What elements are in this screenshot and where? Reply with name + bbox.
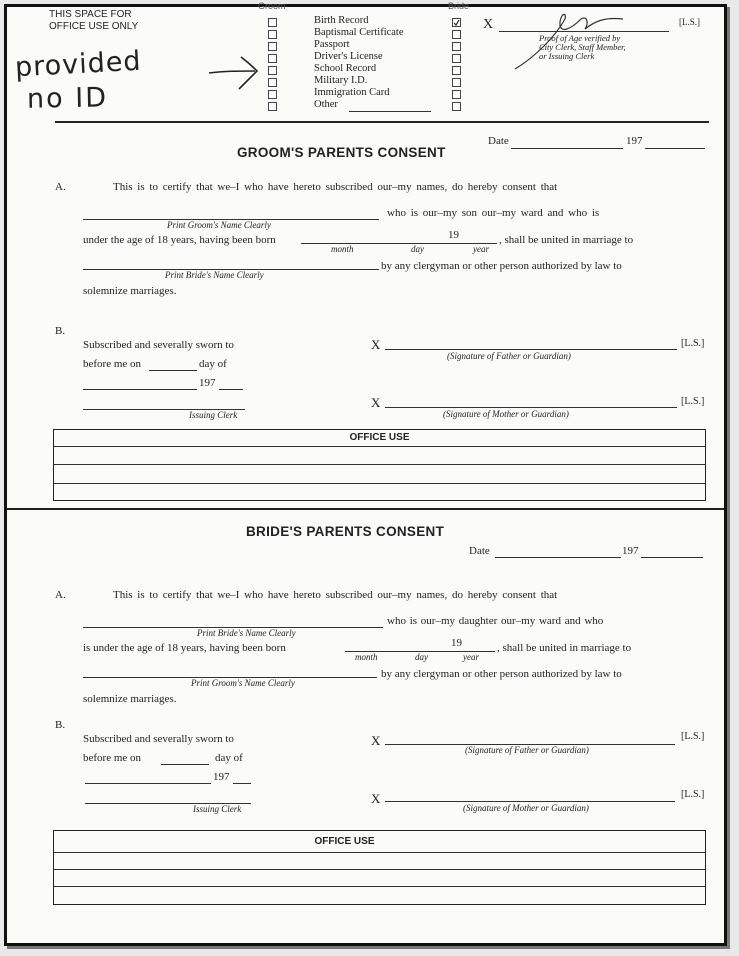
- groom-office-row[interactable]: [54, 464, 705, 465]
- groom-office-use-title: OFFICE USE: [349, 432, 410, 443]
- groom-clergy-text: by any clergyman or other person authorized by law to: [381, 260, 622, 272]
- bride-clergy-text: by any clergyman or other person authorized by law to: [381, 668, 622, 680]
- groom-month-label: month: [331, 244, 354, 254]
- bride-id-checkbox[interactable]: [452, 42, 461, 51]
- groom-column-header: Groom: [258, 1, 286, 11]
- bride-sworn-day-line[interactable]: [161, 764, 209, 765]
- groom-date-label: Date: [488, 135, 509, 147]
- header-divider: [55, 121, 709, 123]
- groom-id-checkbox[interactable]: [268, 66, 277, 75]
- groom-sworn-dayof: day of: [199, 358, 227, 370]
- bride-father-x: X: [371, 733, 381, 748]
- id-type-label: Passport: [314, 39, 350, 50]
- ls-seal-label: [L.S.]: [679, 17, 700, 27]
- bride-column-header: Bride: [448, 1, 470, 11]
- groom-age-text: under the age of 18 years, having been born: [83, 234, 276, 246]
- groom-married-text: , shall be united in marriage to: [499, 234, 634, 246]
- groom-day-label: day: [411, 244, 424, 254]
- bride-office-row[interactable]: [54, 852, 705, 853]
- groom-date-line[interactable]: [511, 148, 623, 149]
- bride-sworn-month-line[interactable]: [85, 783, 211, 784]
- groom-sworn-year: 197: [199, 377, 216, 389]
- bride-year-label: year: [463, 652, 479, 662]
- id-type-label: Birth Record: [314, 15, 369, 26]
- bride-sworn-before: before me on: [83, 752, 142, 764]
- groom-sworn-line1: Subscribed and severally sworn to: [83, 339, 234, 351]
- id-type-label: Military I.D.: [314, 75, 368, 86]
- groom-spouse-name-label: Print Bride's Name Clearly: [165, 270, 264, 280]
- bride-office-row[interactable]: [54, 869, 705, 870]
- bride-sworn-year-line[interactable]: [233, 783, 251, 784]
- groom-office-row[interactable]: [54, 446, 705, 447]
- groom-year-label: year: [473, 244, 489, 254]
- groom-id-checkbox[interactable]: [268, 30, 277, 39]
- groom-mother-signature-label: (Signature of Mother or Guardian): [443, 409, 569, 419]
- bride-certify-text: This is to certify that we–I who have hereto subscribed our–my names, do hereby consent that: [113, 589, 558, 601]
- groom-date-year-line[interactable]: [645, 148, 705, 149]
- groom-mother-x: X: [371, 395, 381, 410]
- groom-clerk-label: Issuing Clerk: [189, 410, 238, 420]
- groom-consent-title: GROOM'S PARENTS CONSENT: [237, 145, 446, 160]
- id-type-label: Baptismal Certificate: [314, 27, 404, 38]
- bride-married-text: , shall be united in marriage to: [497, 642, 632, 654]
- groom-id-checkbox[interactable]: [268, 54, 277, 63]
- groom-sworn-before: before me on: [83, 358, 142, 370]
- bride-sworn-year: 197: [213, 771, 230, 783]
- proof-of-age-note: Proof of Age verified by City Clerk, Staff Member, or Issuing Clerk: [539, 33, 626, 61]
- bride-day-label: day: [415, 652, 428, 662]
- bride-sworn-line1: Subscribed and severally sworn to: [83, 733, 234, 745]
- groom-father-signature-label: (Signature of Father or Guardian): [447, 351, 571, 361]
- bride-mother-ls: [L.S.]: [681, 789, 705, 800]
- bride-id-checkbox[interactable]: [452, 66, 461, 75]
- section-divider: [7, 508, 724, 510]
- bride-solemnize-text: solemnize marriages.: [83, 693, 177, 705]
- bride-father-ls: [L.S.]: [681, 731, 705, 742]
- id-type-label: Immigration Card: [314, 87, 390, 98]
- bride-id-checkbox[interactable]: [452, 30, 461, 39]
- groom-office-row[interactable]: [54, 483, 705, 484]
- groom-father-signature-line[interactable]: [385, 349, 677, 350]
- groom-sworn-year-line[interactable]: [219, 389, 243, 390]
- id-type-label: Driver's License: [314, 51, 383, 62]
- bride-sworn-dayof: day of: [215, 752, 243, 764]
- handwritten-note-line2: no ID: [26, 82, 109, 115]
- bride-consent-title: BRIDE'S PARENTS CONSENT: [246, 524, 445, 539]
- groom-id-checkbox[interactable]: [268, 78, 277, 87]
- bride-id-checkbox[interactable]: [452, 78, 461, 87]
- bride-id-checkbox[interactable]: [452, 102, 461, 111]
- groom-section-b: B.: [55, 325, 66, 337]
- groom-id-checkbox[interactable]: [268, 18, 277, 27]
- groom-father-x: X: [371, 337, 381, 352]
- consent-form-page: [4, 1, 727, 946]
- bride-id-checkbox[interactable]: [452, 54, 461, 63]
- bride-mother-signature-label: (Signature of Mother or Guardian): [463, 803, 589, 813]
- bride-month-label: month: [355, 652, 378, 662]
- groom-solemnize-text: solemnize marriages.: [83, 285, 177, 297]
- bride-date-year-line[interactable]: [641, 557, 703, 558]
- bride-office-row[interactable]: [54, 886, 705, 887]
- bride-clerk-label: Issuing Clerk: [193, 804, 242, 814]
- groom-office-use-box: [53, 429, 706, 501]
- groom-certify-text: This is to certify that we–I who have hereto subscribed our–my names, do hereby consent that: [113, 181, 558, 193]
- office-use-note-line1: THIS SPACE FOR: [49, 9, 132, 20]
- verifier-signature-scribble: [505, 7, 635, 77]
- bride-who-is-text: who is our–my daughter our–my ward and who: [387, 615, 604, 627]
- handwritten-note-line1: provided: [14, 45, 143, 84]
- groom-id-checkbox[interactable]: [268, 102, 277, 111]
- groom-date-year: 197: [626, 135, 643, 147]
- bride-date-year: 197: [622, 545, 639, 557]
- bride-spouse-name-label: Print Groom's Name Clearly: [191, 678, 295, 688]
- groom-section-a: A.: [55, 181, 66, 193]
- bride-name-label: Print Bride's Name Clearly: [197, 628, 296, 638]
- bride-date-label: Date: [469, 545, 490, 557]
- groom-who-is-text: who is our–my son our–my ward and who is: [387, 207, 600, 219]
- bride-birth-century: 19: [451, 637, 462, 649]
- bride-date-line[interactable]: [495, 557, 621, 558]
- groom-id-checkbox[interactable]: [268, 90, 277, 99]
- bride-id-checkbox[interactable]: [452, 18, 461, 27]
- office-use-note-line2: OFFICE USE ONLY: [49, 21, 139, 32]
- bride-section-a: A.: [55, 589, 66, 601]
- bride-father-signature-label: (Signature of Father or Guardian): [465, 745, 589, 755]
- bride-office-use-box: [53, 830, 706, 905]
- signature-x-mark: X: [483, 17, 494, 32]
- other-id-line[interactable]: [349, 111, 431, 112]
- groom-mother-signature-line[interactable]: [385, 407, 677, 408]
- groom-birth-century: 19: [448, 229, 459, 241]
- bride-id-checkbox[interactable]: [452, 90, 461, 99]
- id-type-label: Other: [314, 99, 338, 110]
- groom-sworn-day-line[interactable]: [149, 370, 197, 371]
- bride-mother-x: X: [371, 791, 381, 806]
- handwritten-arrow-icon: [205, 51, 265, 91]
- groom-father-ls: [L.S.]: [681, 338, 705, 349]
- bride-office-use-title: OFFICE USE: [314, 836, 375, 847]
- groom-name-label: Print Groom's Name Clearly: [167, 220, 271, 230]
- groom-id-checkbox[interactable]: [268, 42, 277, 51]
- bride-age-text: is under the age of 18 years, having been born: [83, 642, 286, 654]
- bride-section-b: B.: [55, 719, 66, 731]
- groom-mother-ls: [L.S.]: [681, 396, 705, 407]
- id-type-label: School Record: [314, 63, 377, 74]
- groom-sworn-month-line[interactable]: [83, 389, 197, 390]
- bride-mother-signature-line[interactable]: [385, 801, 675, 802]
